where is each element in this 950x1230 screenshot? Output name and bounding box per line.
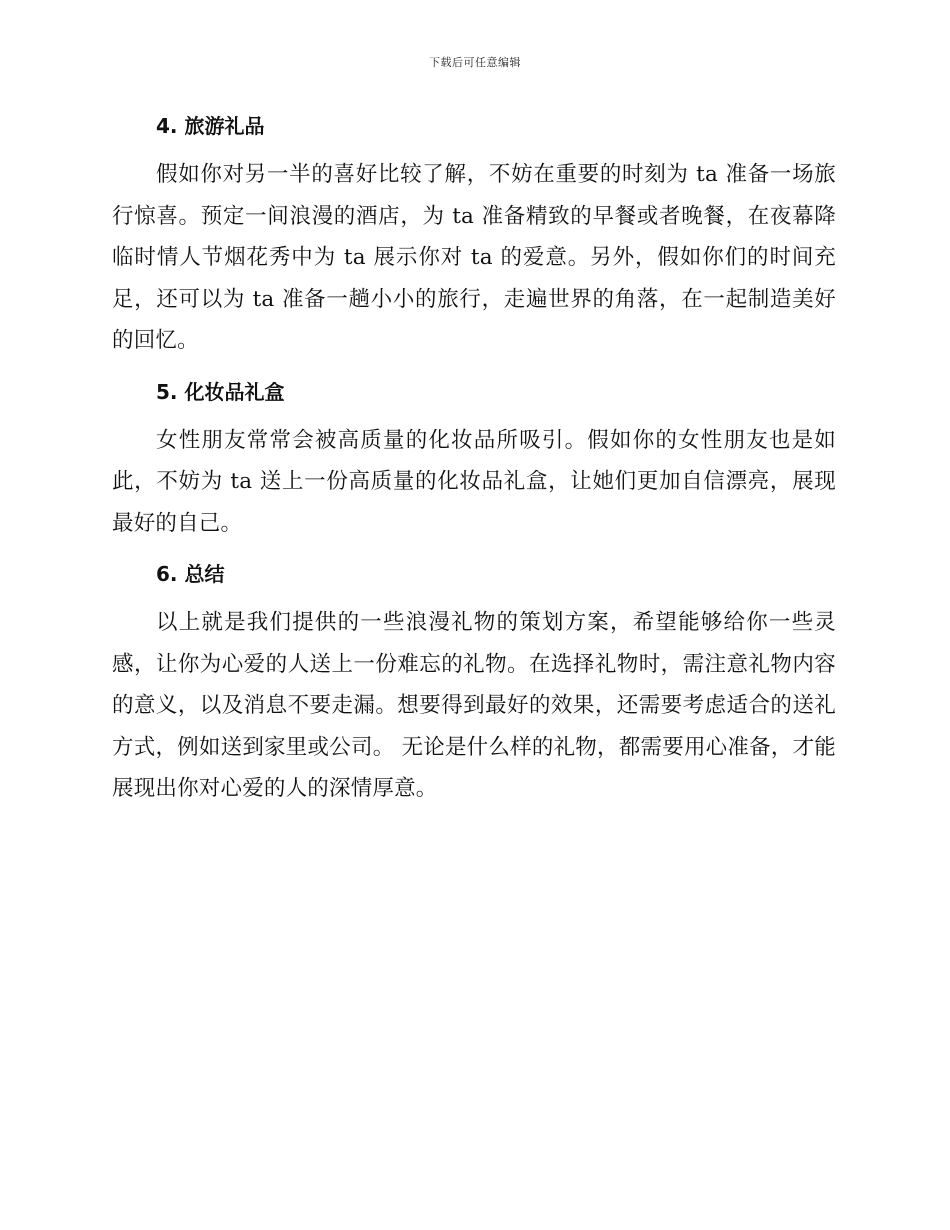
section-heading: 6. 总结	[156, 562, 225, 586]
section-travel-gift	[112, 110, 836, 362]
document-body	[112, 110, 836, 824]
section-paragraph: 假如你对另一半的喜好比较了解，不妨在重要的时刻为 ta 准备一场旅行惊喜。预定一间浪漫的酒店，为 ta 准备精致的早餐或者晚餐，在夜幕降临时情人节烟花秀中为 ta 展示你对 ta 的爱意。另外，假如你们的时间充足，还可以为 ta 准备一趟小小的旅行，走遍世界的角落，在一起制造美好的回忆。	[112, 162, 836, 353]
section-cosmetics-gift-box	[112, 376, 836, 545]
section-summary	[112, 558, 836, 810]
page-header-note: 下载后可任意编辑	[429, 56, 521, 69]
section-paragraph: 以上就是我们提供的一些浪漫礼物的策划方案，希望能够给你一些灵感，让你为心爱的人送上一份难忘的礼物。在选择礼物时，需注意礼物内容的意义，以及消息不要走漏。想要得到最好的效果，还需要考虑适合的送礼方式，例如送到家里或公司。 无论是什么样的礼物，都需要用心准备，才能展现出你对心爱的人的深情厚意。	[112, 610, 836, 801]
section-paragraph: 女性朋友常常会被高质量的化妆品所吸引。假如你的女性朋友也是如此，不妨为 ta 送上一份高质量的化妆品礼盒，让她们更加自信漂亮，展现最好的自己。	[112, 427, 836, 536]
section-heading: 5. 化妆品礼盒	[156, 379, 285, 404]
section-heading: 4. 旅游礼品	[156, 114, 265, 138]
